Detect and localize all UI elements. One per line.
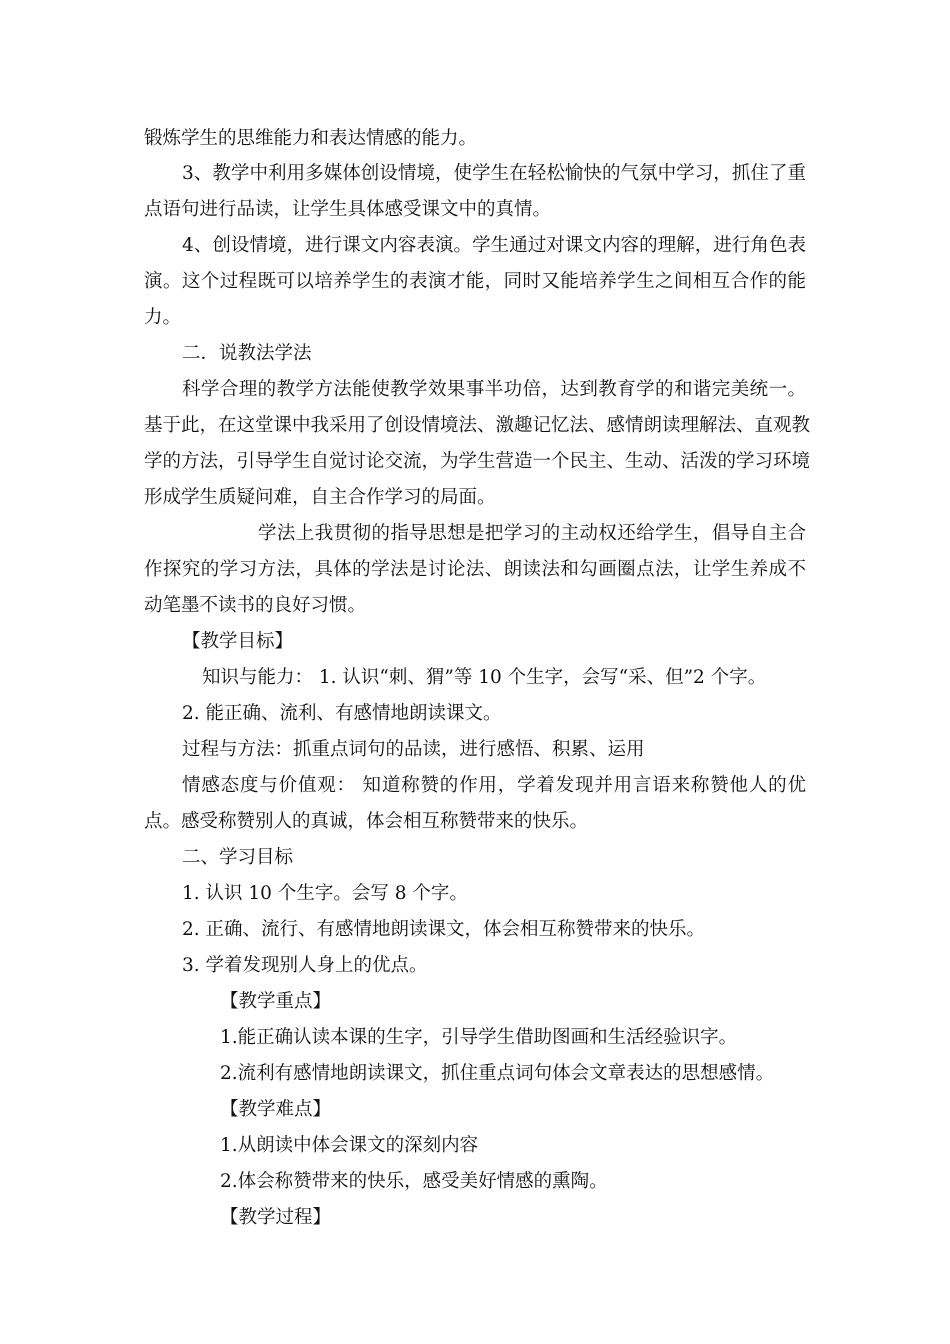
section-heading: 【教学重点】: [220, 991, 332, 1012]
list-item: 1.从朗读中体会课文的深刻内容: [220, 1135, 479, 1156]
paragraph-line: 3、教学中利用多媒体创设情境，使学生在轻松愉快的气氛中学习，抓住了重: [182, 163, 806, 184]
paragraph-line: 学法上我贯彻的指导思想是把学习的主动权还给学生，倡导自主合: [258, 523, 806, 544]
paragraph-line: 锻炼学生的思维能力和表达情感的能力。: [144, 128, 478, 149]
section-heading: 【教学过程】: [220, 1207, 332, 1228]
paragraph-line: 形成学生质疑问难，自主合作学习的局面。: [144, 487, 496, 508]
list-item: 1. 认识 10 个生字。会写 8 个字。: [182, 883, 468, 904]
paragraph-line: 情感态度与价值观： 知道称赞的作用，学着发现并用言语来称赞他人的优: [182, 775, 806, 796]
list-item: 2. 正确、流行、有感情地朗读课文，体会相互称赞带来的快乐。: [182, 919, 706, 940]
paragraph-line: 基于此，在这堂课中我采用了创设情境法、激趣记忆法、感情朗读理解法、直观教: [144, 415, 811, 436]
paragraph-line: 力。: [144, 307, 182, 328]
section-heading: 【教学难点】: [220, 1099, 332, 1120]
section-heading: 二、学习目标: [182, 847, 294, 868]
paragraph-line: 学的方法，引导学生自觉讨论交流，为学生营造一个民主、生动、活泼的学习环境: [144, 451, 811, 472]
list-item: 2.流利有感情地朗读课文，抓住重点词句体会文章表达的思想感情。: [220, 1063, 775, 1084]
paragraph-line: 4、创设情境，进行课文内容表演。学生通过对课文内容的理解，进行角色表: [182, 235, 806, 256]
paragraph-line: 作探究的学习方法，具体的学法是讨论法、朗读法和勾画圈点法，让学生养成不: [144, 559, 806, 580]
list-item: 2.体会称赞带来的快乐，感受美好情感的熏陶。: [220, 1171, 608, 1192]
list-item: 3. 学着发现别人身上的优点。: [182, 955, 428, 976]
paragraph-line: 科学合理的教学方法能使教学效果事半功倍，达到教育学的和谐完美统一。: [182, 379, 806, 400]
paragraph-line: 知识与能力： 1. 认识“刺、猬”等 10 个生字，会写“采、但”2 个字。: [202, 667, 767, 688]
paragraph-line: 点语句进行品读，让学生具体感受课文中的真情。: [144, 199, 552, 220]
section-heading: 二．说教法学法: [182, 343, 312, 364]
list-item: 1.能正确认读本课的生字，引导学生借助图画和生活经验识字。: [220, 1027, 738, 1048]
section-heading: 【教学目标】: [182, 631, 294, 652]
paragraph-line: 2. 能正确、流利、有感情地朗读课文。: [182, 703, 502, 724]
paragraph-line: 动笔墨不读书的良好习惯。: [144, 595, 367, 616]
paragraph-line: 过程与方法：抓重点词句的品读，进行感悟、积累、运用: [182, 739, 645, 760]
paragraph-line: 演。这个过程既可以培养学生的表演才能，同时又能培养学生之间相互合作的能: [144, 271, 806, 292]
paragraph-line: 点。感受称赞别人的真诚，体会相互称赞带来的快乐。: [144, 811, 589, 832]
